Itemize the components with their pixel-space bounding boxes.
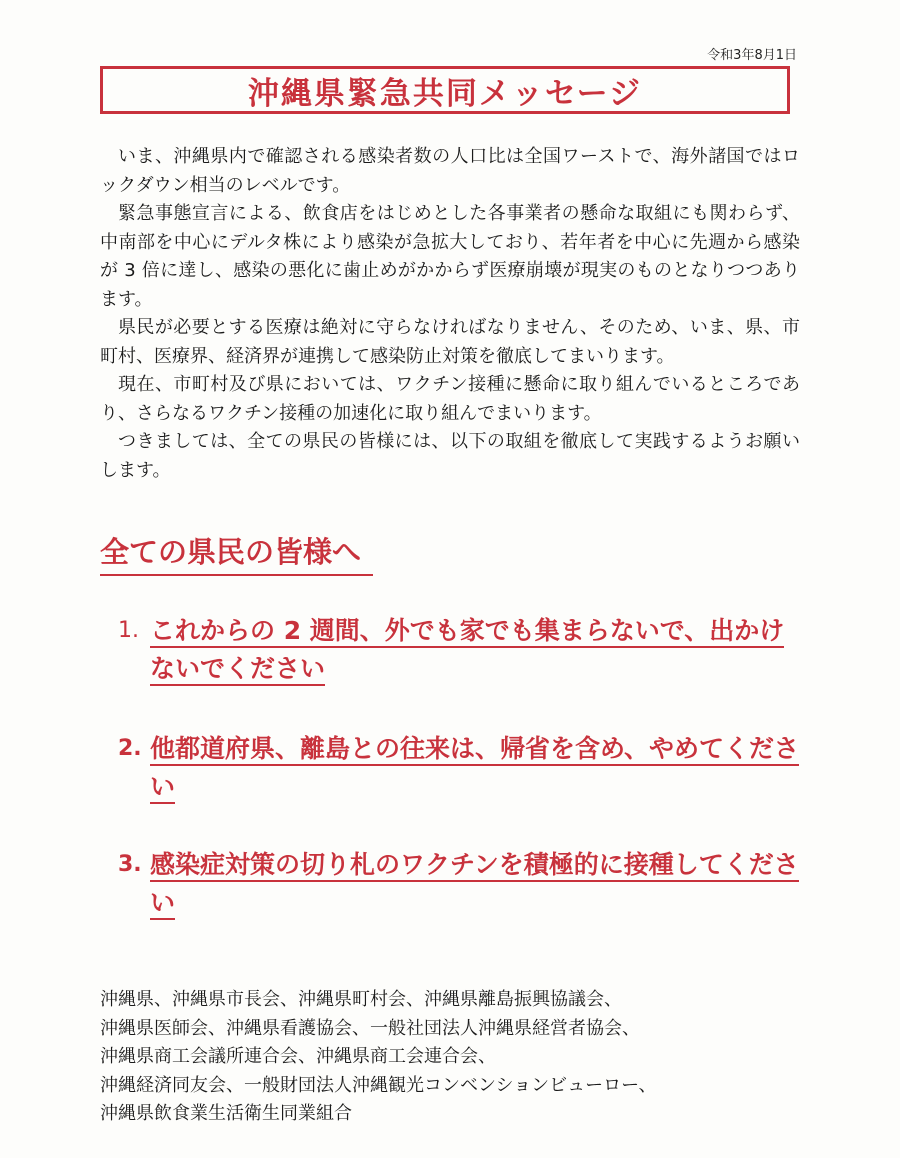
organization-line: 沖縄県、沖縄県市長会、沖縄県町村会、沖縄県離島振興協議会、 (100, 989, 622, 1010)
request-number: 3. (118, 852, 142, 877)
organization-line: 沖縄経済同友会、一般財団法人沖縄観光コンベンションビューロー、 (100, 1074, 657, 1096)
intro-paragraph: いま、沖縄県内で確認される感染者数の人口比は全国ワーストで、海外諸国ではロックダウン相当のレベルです。 (100, 146, 800, 196)
document-date: 令和3年8月1日 (707, 48, 797, 63)
intro-paragraph: つきましては、全ての県民の皆様には、以下の取組を徹底して実践するようお願いします。 (100, 431, 800, 481)
request-text: 感染症対策の切り札のワクチンを積極的に接種してください (150, 850, 799, 920)
intro-section (100, 143, 800, 485)
intro-paragraph: 現在、市町村及び県においては、ワクチン接種に懸命に取り組んでいるところであり、さらなるワクチン接種の加速化に取り組んでまいります。 (100, 374, 800, 424)
title-box (100, 66, 790, 114)
request-text: 他都道府県、離島との往来は、帰省を含め、やめてください (150, 734, 799, 804)
section-heading: 全ての県民の皆様へ (100, 530, 373, 576)
organization-line: 沖縄県医師会、沖縄県看護協会、一般社団法人沖縄県経営者協会、 (100, 1017, 640, 1039)
request-text-wrap (150, 730, 808, 806)
request-text-wrap (150, 846, 808, 922)
organization-line: 沖縄県商工会議所連合会、沖縄県商工会連合会、 (100, 1046, 496, 1067)
request-number: 2. (118, 736, 142, 761)
intro-paragraph: 県民が必要とする医療は絶対に守らなければなりません、そのため、いま、県、市町村、医療界、経済界が連携して感染防止対策を徹底してまいります。 (100, 317, 800, 367)
request-text: これからの 2 週間、外でも家でも集まらないで、出かけないでください (150, 616, 784, 686)
organizations-list (100, 986, 820, 1129)
document-title: 沖縄県緊急共同メッセージ (247, 75, 643, 112)
request-item (118, 846, 808, 922)
request-number: 1. (118, 618, 139, 643)
request-text-wrap (150, 612, 808, 688)
intro-paragraph: 緊急事態宣言による、飲食店をはじめとした各事業者の懸命な取組にも関わらず、中南部を中心にデルタ株により感染が急拡大しており、若年者を中心に先週から感染が 3 倍に達し、感染の悪化に歯止めがかからず医療崩壊が現実のものとなりつつあります。 (100, 203, 800, 310)
request-item (118, 730, 808, 806)
request-item (118, 612, 808, 688)
organization-line: 沖縄県飲食業生活衛生同業組合 (100, 1103, 352, 1124)
